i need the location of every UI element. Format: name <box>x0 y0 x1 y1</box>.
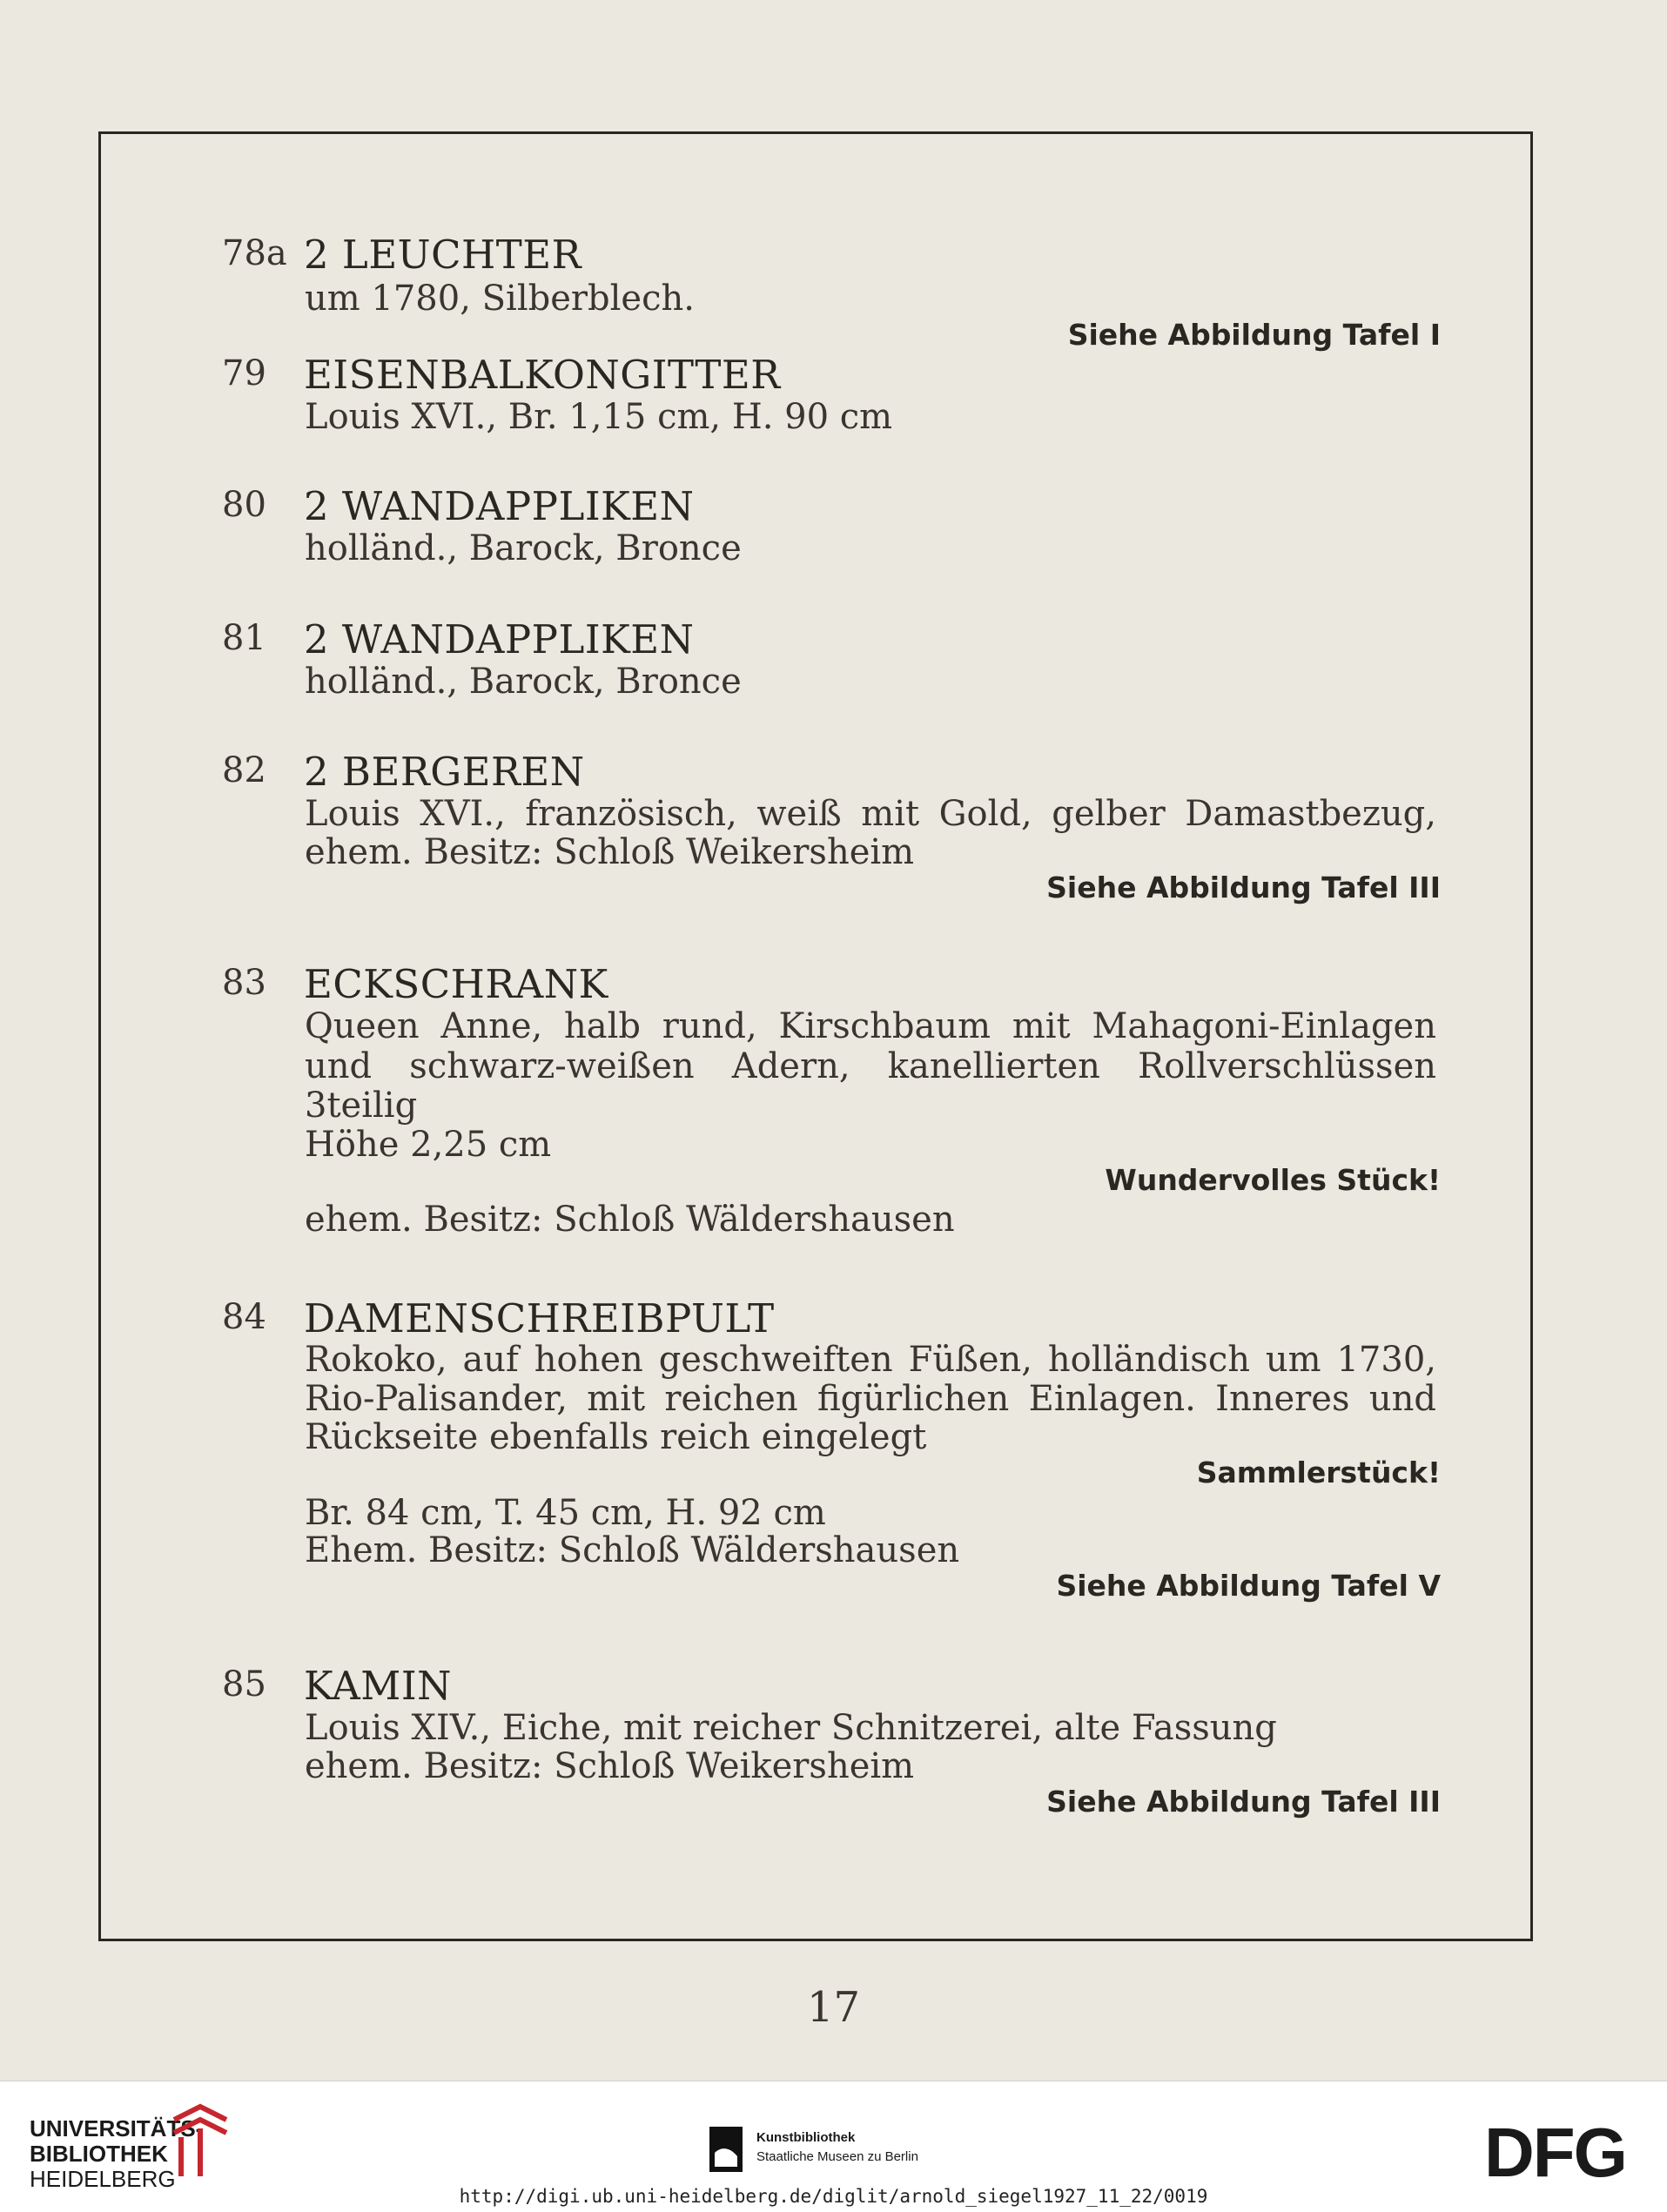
entry-line: Queen Anne, halb rund, Kirschbaum mit Mahagoni-Einlagen <box>305 1006 1436 1046</box>
footer-bar <box>0 2081 1667 2212</box>
entry-line: Louis XIV., Eiche, mit reicher Schnitzerei, alte Fassung <box>305 1708 1277 1748</box>
dfg-logo[interactable]: DFG <box>1484 2114 1626 2191</box>
entry-line: Rio-Palisander, mit reichen figürlichen Einlagen. Inneres und <box>305 1379 1436 1419</box>
entry-line: Br. 84 cm, T. 45 cm, H. 92 cm <box>305 1493 826 1533</box>
entry-line: holländ., Barock, Bronce <box>305 528 742 568</box>
ub-heidelberg-logo-icon <box>165 2102 235 2181</box>
entry-line: holländ., Barock, Bronce <box>305 662 742 702</box>
entry-title: ECKSCHRANK <box>304 961 608 1007</box>
ub-line-3: HEIDELBERG <box>30 2166 176 2192</box>
entry-number: 82 <box>222 750 266 790</box>
entry-number: 85 <box>222 1664 266 1704</box>
kb-line-1: Kunstbibliothek <box>756 2130 856 2145</box>
entry-title: EISENBALKONGITTER <box>304 352 781 398</box>
entry-title: 2 BERGEREN <box>304 749 585 795</box>
entry-title: KAMIN <box>304 1663 453 1709</box>
entry-line: ehem. Besitz: Schloß Weikersheim <box>305 832 915 872</box>
entry-line: Ehem. Besitz: Schloß Wäldershausen <box>305 1530 960 1570</box>
entry-number: 80 <box>222 485 266 525</box>
entry-number: 83 <box>222 963 266 1003</box>
entry-line: ehem. Besitz: Schloß Weikersheim <box>305 1746 915 1786</box>
entry-line: Rokoko, auf hohen geschweiften Füßen, holländisch um 1730, <box>305 1340 1436 1380</box>
entry-note: Sammlerstück! <box>1196 1456 1441 1489</box>
entry-title: 2 WANDAPPLIKEN <box>304 483 695 529</box>
kb-line-2: Staatliche Museen zu Berlin <box>756 2149 918 2164</box>
entry-line: Louis XVI., französisch, weiß mit Gold, gelber Damastbezug, <box>305 794 1436 834</box>
entry-line: und schwarz-weißen Adern, kanellierten Rollverschlüssen <box>305 1046 1436 1086</box>
entry-note: Wundervolles Stück! <box>1105 1163 1441 1197</box>
entry-number: 78a <box>222 233 287 273</box>
entry-note: Siehe Abbildung Tafel III <box>1046 1785 1441 1819</box>
entry-note-secondary: Siehe Abbildung Tafel V <box>1056 1569 1441 1603</box>
entry-line: 3teilig <box>305 1086 418 1126</box>
entry-number: 79 <box>222 353 266 393</box>
kunstbibliothek-text <box>756 2128 918 2167</box>
entry-note: Siehe Abbildung Tafel III <box>1046 871 1441 904</box>
entry-line: Höhe 2,25 cm <box>305 1125 552 1165</box>
kunstbibliothek-logo[interactable] <box>709 2127 1023 2179</box>
ub-line-2: BIBLIOTHEK <box>30 2141 168 2167</box>
entry-line: ehem. Besitz: Schloß Wäldershausen <box>305 1200 955 1240</box>
source-url-link[interactable]: http://digi.ub.uni-heidelberg.de/diglit/arnold_siegel1927_11_22/0019 <box>459 2186 1208 2207</box>
entry-title: 2 WANDAPPLIKEN <box>304 616 695 662</box>
entry-line: um 1780, Silberblech. <box>305 279 695 319</box>
entry-note: Siehe Abbildung Tafel I <box>1067 318 1441 352</box>
entry-title: DAMENSCHREIBPULT <box>304 1295 775 1341</box>
ub-line-1: UNIVERSITÄTS- <box>30 2115 204 2141</box>
entry-line: Louis XVI., Br. 1,15 cm, H. 90 cm <box>305 397 893 437</box>
entry-line: Rückseite ebenfalls reich eingelegt <box>305 1417 927 1457</box>
entry-title: 2 LEUCHTER <box>304 232 582 278</box>
entry-number: 81 <box>222 618 266 658</box>
entry-number: 84 <box>222 1297 266 1337</box>
kunstbibliothek-mark-icon <box>709 2127 743 2172</box>
page-number: 17 <box>806 1983 861 2032</box>
